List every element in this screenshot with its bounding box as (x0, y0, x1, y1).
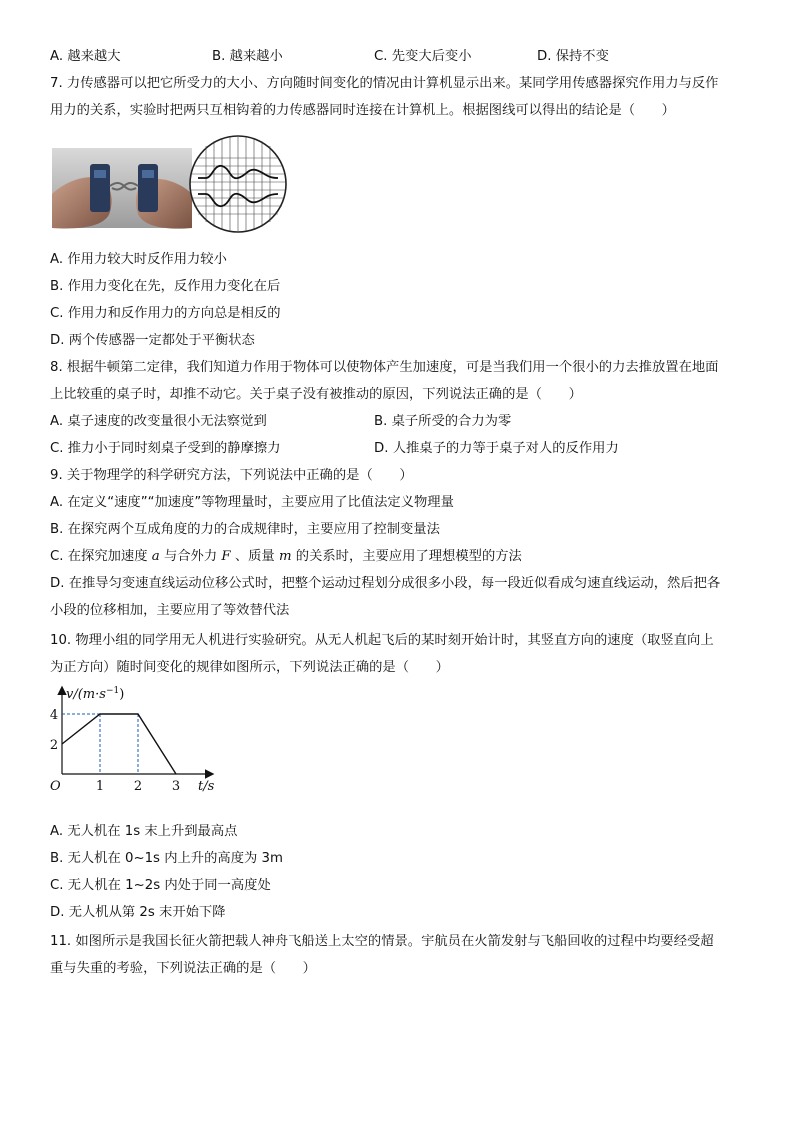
q7-option-d[interactable]: D. 两个传感器一定都处于平衡状态 (50, 333, 255, 348)
velocity-time-graph (46, 684, 226, 796)
tick-labels (50, 708, 180, 794)
q9-option-c-text2: 与合外力 (163, 549, 218, 564)
q9-option-c-text4: 的关系时，主要应用了理想模型的方法 (295, 549, 522, 564)
q9-option-d-line2: 小段的位移相加，主要应用了等效替代法 (50, 603, 290, 618)
symbol-m: m (278, 549, 292, 564)
force-sensor-photo (52, 134, 288, 234)
q9-option-a[interactable]: A. 在定义“速度”“加速度”等物理量时，主要应用了比值法定义物理量 (50, 495, 454, 510)
q7-option-b[interactable]: B. 作用力变化在先，反作用力变化在后 (50, 279, 281, 294)
q6-option-c[interactable]: C. 先变大后变小 (374, 49, 472, 64)
symbol-a: a (151, 549, 160, 564)
dashed-guides (62, 714, 138, 774)
q8-option-c[interactable]: C. 推力小于同时刻桌子受到的静摩擦力 (50, 441, 281, 456)
q9-option-c-text1: C. 在探究加速度 (50, 549, 148, 564)
q9-option-d-line1[interactable]: D. 在推导匀变速直线运动位移公式时，把整个运动过程划分成很多小段，每一段近似看成匀速直线运动，然后把各 (50, 576, 721, 591)
q10-stem-line2: 为正方向）随时间变化的规律如图所示，下列说法正确的是（ ） (50, 660, 449, 675)
q9-option-c[interactable] (50, 547, 522, 567)
q10-option-c[interactable]: C. 无人机在 1~2s 内处于同一高度处 (50, 878, 271, 893)
q8-option-d[interactable]: D. 人推桌子的力等于桌子对人的反作用力 (374, 441, 619, 456)
origin-label: O (50, 779, 61, 794)
q9-option-b[interactable]: B. 在探究两个互成角度的力的合成规律时，主要应用了控制变量法 (50, 522, 440, 537)
q10-option-b[interactable]: B. 无人机在 0~1s 内上升的高度为 3m (50, 851, 283, 866)
q9-option-c-text3: 、质量 (234, 549, 275, 564)
q6-option-a[interactable]: A. 越来越大 (50, 49, 121, 64)
q7-stem-line2: 用力的关系，实验时把两只互相钩着的力传感器同时连接在计算机上。根据图线可以得出的结论是（ ） (50, 103, 675, 118)
y-axis-label: $v/(m\cdot s^{-1})$ (66, 686, 125, 702)
x-tick-1: 1 (95, 779, 105, 794)
q7-option-c[interactable]: C. 作用力和反作用力的方向总是相反的 (50, 306, 281, 321)
q8-option-a[interactable]: A. 桌子速度的改变量很小无法察觉到 (50, 414, 267, 429)
q10-stem-line1: 10. 物理小组的同学用无人机进行实验研究。从无人机起飞后的某时刻开始计时，其竖直方向的速度（取竖直向上 (50, 633, 714, 648)
q8-option-b[interactable]: B. 桌子所受的合力为零 (374, 414, 512, 429)
velocity-series-line (62, 714, 176, 774)
y-tick-2: 2 (49, 738, 59, 753)
x-axis-label: t/s (198, 779, 215, 794)
x-tick-3: 3 (171, 779, 181, 794)
q9-stem: 9. 关于物理学的科学研究方法，下列说法中正确的是（ ） (50, 468, 413, 483)
q6-option-b[interactable]: B. 越来越小 (212, 49, 283, 64)
q7-option-a[interactable]: A. 作用力较大时反作用力较小 (50, 252, 227, 267)
q11-stem-line2: 重与失重的考验，下列说法正确的是（ ） (50, 961, 316, 976)
x-tick-2: 2 (133, 779, 143, 794)
y-tick-4: 4 (49, 708, 59, 723)
q7-stem-line1: 7. 力传感器可以把它所受力的大小、方向随时间变化的情况由计算机显示出来。某同学用传感器探究作用力与反作 (50, 76, 719, 91)
q10-option-a[interactable]: A. 无人机在 1s 末上升到最高点 (50, 824, 238, 839)
q8-stem-line1: 8. 根据牛顿第二定律，我们知道力作用于物体可以使物体产生加速度，可是当我们用一个很小的力去推放置在地面 (50, 360, 719, 375)
q10-option-d[interactable]: D. 无人机从第 2s 末开始下降 (50, 905, 226, 920)
q8-stem-line2: 上比较重的桌子时，却推不动它。关于桌子没有被推动的原因，下列说法正确的是（ ） (50, 387, 582, 402)
q11-stem-line1: 11. 如图所示是我国长征火箭把载人神舟飞船送上太空的情景。宇航员在火箭发射与飞船回收的过程中均要经受超 (50, 934, 714, 949)
symbol-f: F (221, 549, 231, 564)
q6-option-d[interactable]: D. 保持不变 (537, 49, 609, 64)
